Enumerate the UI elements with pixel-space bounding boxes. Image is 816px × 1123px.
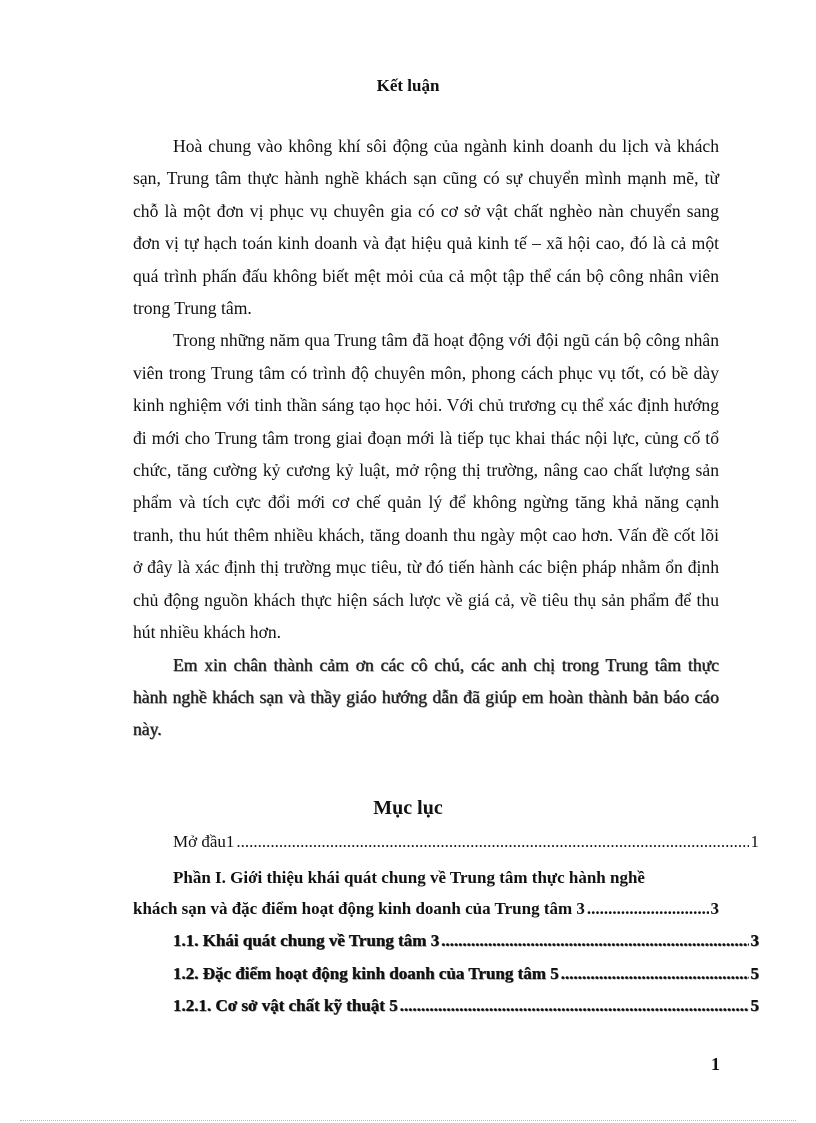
toc-leader-dots xyxy=(236,832,748,852)
toc-entry-label: 1.2. Đặc điểm hoạt động kinh doanh của Trung tâm 5 xyxy=(173,964,559,983)
conclusion-paragraph-3: Em xin chân thành cảm ơn các cô chú, các anh chị trong Trung tâm thực hành nghề khách sạn và thầy giáo hướng dẫn đã giúp em hoàn thành bản báo cáo này. xyxy=(133,654,719,740)
toc-leader-dots xyxy=(441,931,748,951)
toc-title: Mục lục xyxy=(373,797,443,819)
toc-entry-part-1[interactable] xyxy=(133,868,759,888)
toc-entry-intro[interactable] xyxy=(133,832,759,852)
page-number: 1 xyxy=(711,1054,720,1074)
conclusion-body xyxy=(133,130,719,746)
toc-entry-page: 1 xyxy=(750,832,759,851)
toc-entry-page: 3 xyxy=(750,931,759,950)
toc-entry-page: 5 xyxy=(750,964,759,983)
toc-entry-label: 1.1. Khái quát chung về Trung tâm 3 xyxy=(173,931,440,950)
conclusion-paragraph-1: Hoà chung vào không khí sôi động của ngành kinh doanh du lịch và khách sạn, Trung tâm thực hành nghề khách sạn cũng có sự chuyển mình mạnh mẽ, từ chỗ là một đơn vị phục vụ chuyên gia có cơ sở vật chất nghèo nàn chuyển sang đơn vị tự hạch toán kinh doanh và đạt hiệu quả kinh tế – xã hội cao, đó là cả một quá trình phấn đấu không biết mệt mỏi của cả một tập thể cán bộ công nhân viên trong Trung tâm. xyxy=(133,136,719,319)
toc-entry-part-1-continued[interactable] xyxy=(133,899,719,919)
toc-entry-page: 3 xyxy=(710,899,719,918)
toc-entry-label: Phần I. Giới thiệu khái quát chung về Trung tâm thực hành nghề xyxy=(173,868,645,887)
toc-entry-label: Mở đầu1 xyxy=(173,832,235,851)
toc-leader-dots xyxy=(561,964,749,984)
toc-entry-label: khách sạn và đặc điểm hoạt động kinh doanh của Trung tâm 3 xyxy=(133,899,585,918)
toc-leader-dots xyxy=(400,996,749,1016)
toc-entry-1-2-1[interactable] xyxy=(133,996,759,1016)
toc-entry-label: 1.2.1. Cơ sở vật chất kỹ thuật 5 xyxy=(173,996,398,1015)
conclusion-title: Kết luận xyxy=(376,76,440,95)
toc-entry-1-2[interactable] xyxy=(133,964,759,984)
page-bottom-divider xyxy=(20,1120,796,1121)
conclusion-paragraph-2: Trong những năm qua Trung tâm đã hoạt động với đội ngũ cán bộ công nhân viên trong Trung tâm có trình độ chuyên môn, phong cách phục vụ tốt, có bề dày kinh nghiệm với tinh thần sáng tạo học hỏi. Với chủ trương cụ thể xác định hướng đi mới cho Trung tâm trong giai đoạn mới là tiếp tục khai thác nội lực, củng cố tổ chức, tăng cường kỷ cương kỷ luật, mở rộng thị trường, nâng cao chất lượng sản phẩm và tích cực đổi mới cơ chế quản lý để không ngừng tăng khả năng cạnh tranh, thu hút thêm nhiều khách, tăng doanh thu ngày một cao hơn. Vấn đề cốt lõi ở đây là xác định thị trường mục tiêu, từ đó tiến hành các biện pháp nhằm ổn định chủ động nguồn khách thực hiện sách lược về giá cả, về tiêu thụ sản phẩm để thu hút nhiều khách hơn. xyxy=(133,330,719,643)
toc-entry-page: 5 xyxy=(750,996,759,1015)
toc-leader-dots xyxy=(587,899,709,919)
toc-entry-1-1[interactable] xyxy=(133,931,759,951)
